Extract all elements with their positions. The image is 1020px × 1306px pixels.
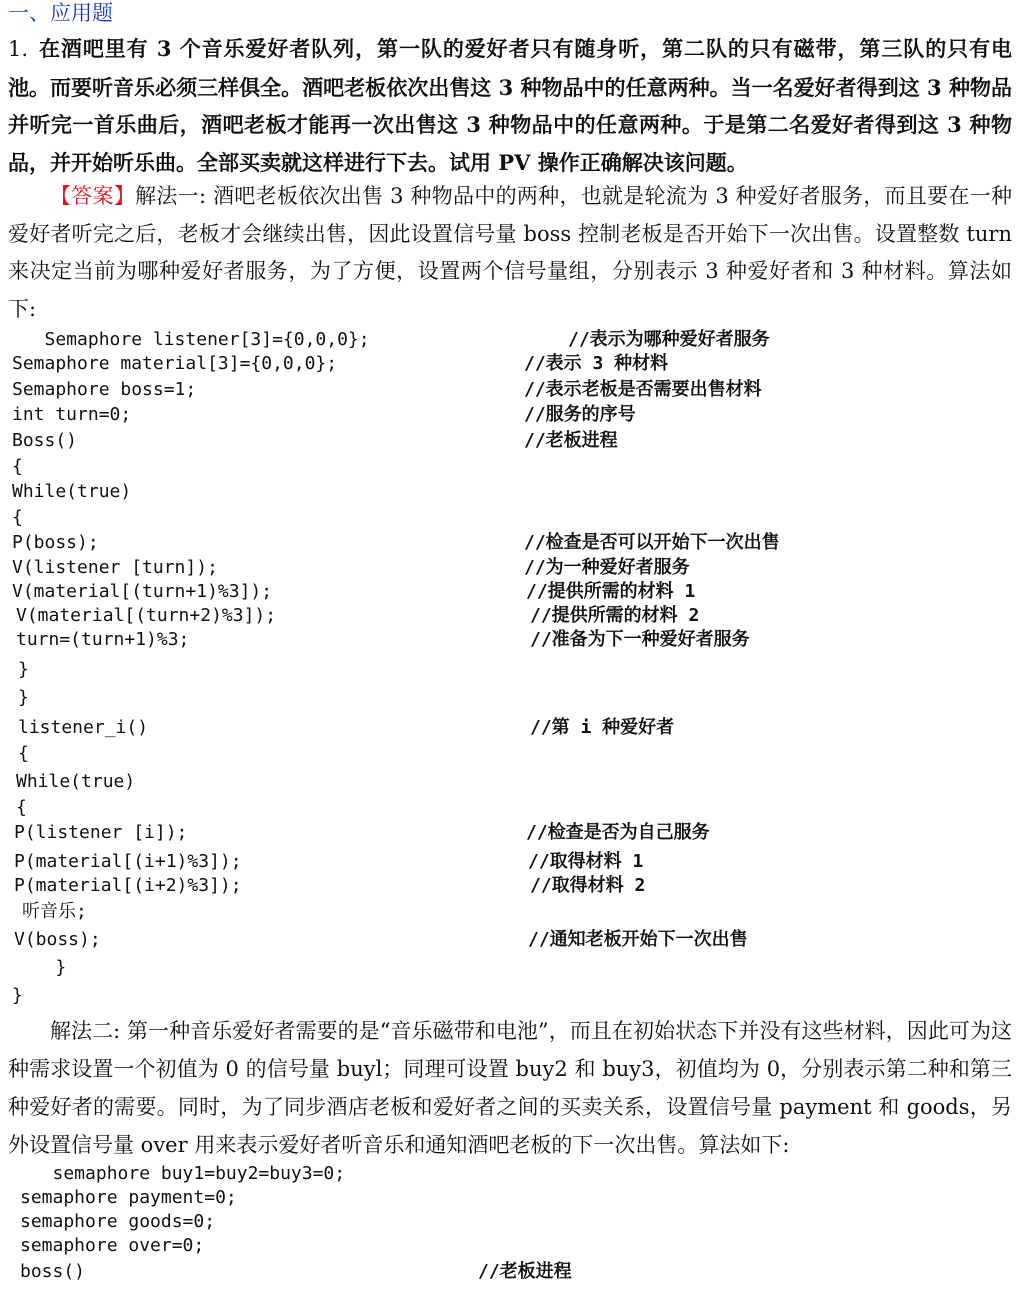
- code-line: [0, 1210, 1020, 1234]
- code-line: [0, 742, 1020, 766]
- code-statement: P(listener [i]);: [14, 822, 188, 843]
- code-statement: Semaphore boss=1;: [12, 379, 197, 400]
- code-statement: turn=(turn+1)%3;: [16, 629, 190, 650]
- answer-paragraph: [8, 178, 1012, 328]
- code-comment: //表示为哪种爱好者服务: [568, 329, 770, 350]
- code-statement: P(material[(i+2)%3]);: [14, 875, 242, 896]
- code-statement: Boss(): [12, 430, 78, 451]
- code-comment: //老板进程: [524, 430, 618, 451]
- code-statement: Semaphore listener[3]={0,0,0};: [12, 329, 370, 350]
- code-statement: While(true): [16, 771, 136, 792]
- code-line: [0, 686, 1020, 710]
- code-comment: //取得材料 2: [530, 875, 646, 896]
- code-line: [0, 874, 1020, 898]
- code-comment: //表示 3 种材料: [524, 353, 669, 374]
- code-line: [0, 928, 1020, 952]
- code-line: [0, 821, 1020, 845]
- code-line: [0, 956, 1020, 980]
- code-line: [0, 1162, 1020, 1186]
- code-line: [0, 531, 1020, 555]
- section-heading: 一、应用题: [8, 1, 113, 25]
- code-line: [0, 796, 1020, 820]
- code-statement: }: [12, 957, 67, 978]
- code-statement: boss(): [20, 1261, 86, 1282]
- code-comment: //为一种爱好者服务: [524, 557, 690, 578]
- code-statement: semaphore goods=0;: [20, 1211, 216, 1232]
- code-statement: {: [16, 797, 27, 818]
- answer-label: 【答案】: [50, 184, 136, 208]
- code-comment: //老板进程: [478, 1261, 572, 1282]
- code-comment: //提供所需的材料 1: [526, 581, 696, 602]
- code-statement: 听音乐;: [22, 901, 87, 922]
- code-statement: V(listener [turn]);: [12, 557, 218, 578]
- code-statement: }: [12, 985, 23, 1006]
- code-line: [0, 1260, 1020, 1284]
- code-line: [0, 658, 1020, 682]
- code-line: [0, 716, 1020, 740]
- code-statement: Semaphore material[3]={0,0,0};: [12, 353, 338, 374]
- code-line: [0, 604, 1020, 628]
- code-comment: //检查是否可以开始下一次出售: [524, 532, 780, 553]
- code-comment: //检查是否为自己服务: [526, 822, 710, 843]
- code-comment: //准备为下一种爱好者服务: [530, 629, 750, 650]
- code-line: [0, 403, 1020, 427]
- code-statement: semaphore payment=0;: [20, 1187, 237, 1208]
- code-statement: semaphore over=0;: [20, 1235, 205, 1256]
- code-statement: }: [18, 659, 29, 680]
- code-statement: }: [18, 687, 29, 708]
- code-line: [0, 455, 1020, 479]
- code-comment: //通知老板开始下一次出售: [528, 929, 748, 950]
- code-line: [0, 900, 1020, 924]
- code-line: [0, 984, 1020, 1008]
- code-line: [0, 378, 1020, 402]
- method2-text: 解法二: 第一种音乐爱好者需要的是“音乐磁带和电池”，而且在初始状态下并没有这些材料，因此可为这种需求设置一个初值为 0 的信号量 buyl；同理可设置 buy2 和 buy3，初值均为 0，分别表示第二种和第三种爱好者的需要。同时，为了同步酒店老板和爱好者之间的买卖关系，设置信号量 payment 和 goods，另外设置信号量 over 用来表示爱好者听音乐和通知酒吧老板的下一次出售。算法如下:: [8, 1019, 1012, 1157]
- code-line: [0, 580, 1020, 604]
- code-line: [0, 556, 1020, 580]
- method1-text: 解法一: 酒吧老板依次出售 3 种物品中的两种，也就是轮流为 3 种爱好者服务，而且要在一种爱好者听完之后，老板才会继续出售，因此设置信号量 boss 控制老板是否开始下一次出售。设置整数 turn 来决定当前为哪种爱好者服务，为了方便，设置两个信号量组，分别表示 3 种爱好者和 3 种材料。算法如下:: [8, 184, 1013, 321]
- code-comment: //服务的序号: [524, 404, 636, 425]
- code-line: [0, 628, 1020, 652]
- code-statement: While(true): [12, 481, 132, 502]
- code-line: [0, 1234, 1020, 1258]
- code-comment: //提供所需的材料 2: [530, 605, 700, 626]
- code-statement: {: [12, 507, 23, 528]
- question-number: 1.: [8, 37, 29, 61]
- question-1: [8, 30, 1012, 181]
- code-statement: int turn=0;: [12, 404, 132, 425]
- code-comment: //取得材料 1: [528, 851, 644, 872]
- code-comment: //表示老板是否需要出售材料: [524, 379, 762, 400]
- code-statement: {: [18, 743, 29, 764]
- code-line: [0, 328, 1020, 352]
- code-line: [0, 429, 1020, 453]
- code-line: [0, 850, 1020, 874]
- code-statement: P(boss);: [12, 532, 99, 553]
- code-statement: {: [12, 456, 23, 477]
- code-line: [0, 770, 1020, 794]
- question-text: 在酒吧里有 3 个音乐爱好者队列，第一队的爱好者只有随身听，第二队的只有磁带，第三队的只有电池。而要听音乐必须三样俱全。酒吧老板依次出售这 3 种物品中的任意两种。当一名爱好者得到这 3 种物品并听完一首乐曲后，酒吧老板才能再一次出售这 3 种物品中的任意两种。于是第二名爱好者得到这 3 种物品，并开始听乐曲。全部买卖就这样进行下去。试用 PV 操作正确解决该问题。: [8, 36, 1012, 175]
- code-statement: semaphore buy1=buy2=buy3=0;: [20, 1163, 346, 1184]
- code-statement: V(boss);: [14, 929, 101, 950]
- code-line: [0, 480, 1020, 504]
- code-statement: V(material[(turn+1)%3]);: [12, 581, 273, 602]
- code-statement: V(material[(turn+2)%3]);: [16, 605, 277, 626]
- code-statement: listener_i(): [18, 717, 149, 738]
- code-statement: P(material[(i+1)%3]);: [14, 851, 242, 872]
- code-line: [0, 352, 1020, 376]
- code-line: [0, 1186, 1020, 1210]
- code-comment: //第 i 种爱好者: [530, 717, 675, 738]
- method2-paragraph: [8, 1012, 1012, 1164]
- code-line: [0, 506, 1020, 530]
